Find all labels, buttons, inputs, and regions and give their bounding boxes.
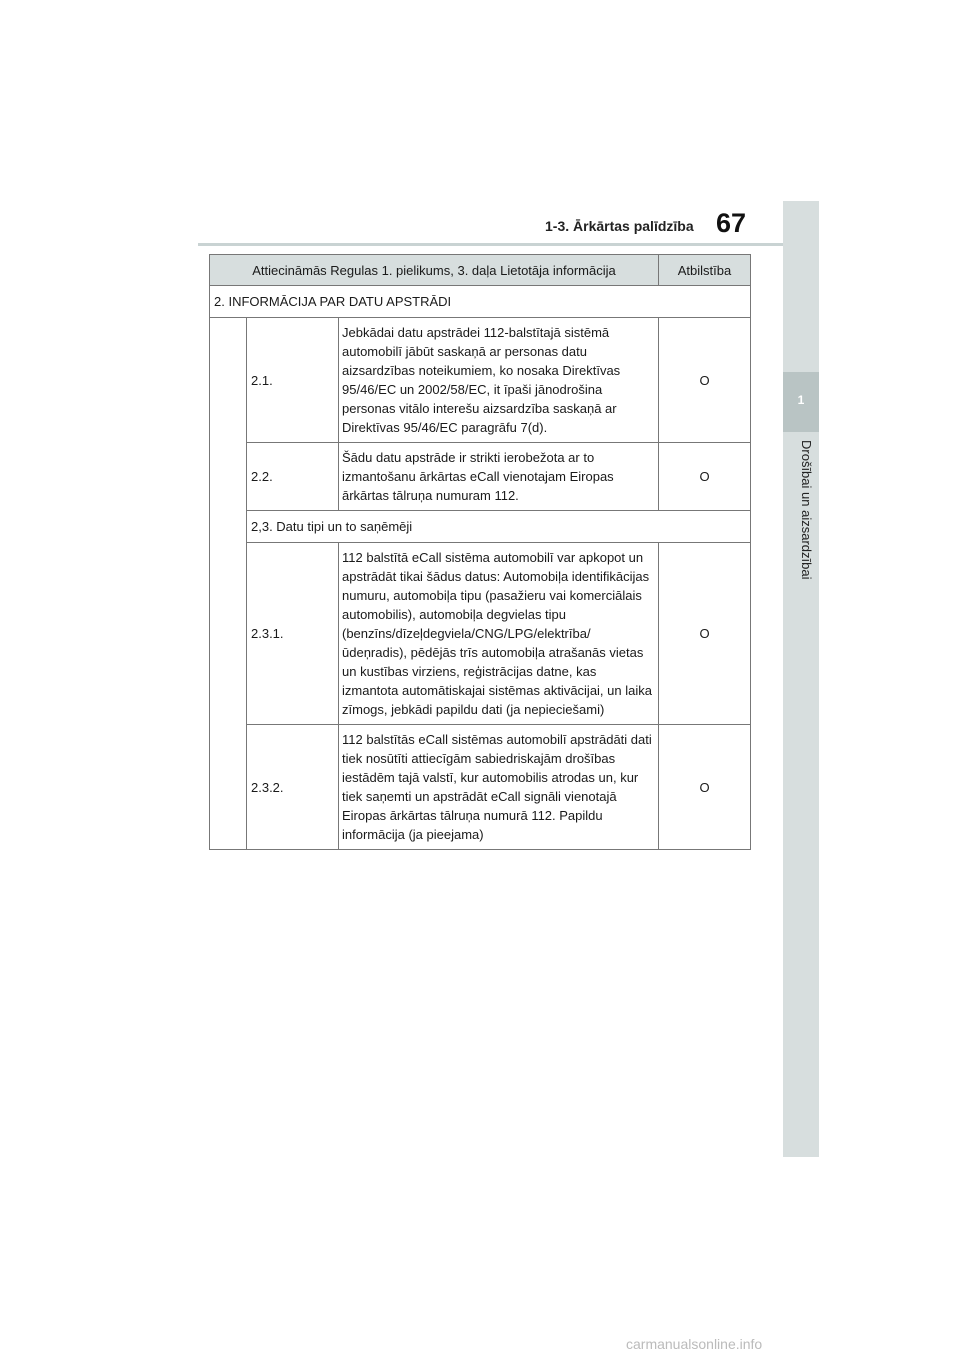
- page-number: 67: [716, 208, 747, 238]
- indent-cell: [210, 318, 247, 850]
- item-description: 112 balstītās eCall sistēmas automobilī apstrādāti dati tiek nosūtīti attiecīgām sabiedriskajām drošības iestādēm tajā valstī, kur automobilis atrodas un, kur tiek saņemti un apstrādāt eCall signāli vienotajā Eiropas ārkārtas tālruņa numurā 112. Papildu informācija (ja pieejama): [339, 725, 659, 850]
- table-row: [210, 318, 751, 443]
- column-header-compliance: Atbilstība: [659, 255, 751, 286]
- table-row: [210, 725, 751, 850]
- header-rule: [198, 243, 783, 246]
- compliance-mark: O: [659, 443, 751, 511]
- item-number: 2.1.: [247, 318, 339, 443]
- chapter-label: Drošībai un aizsardzībai: [799, 440, 814, 580]
- compliance-mark: O: [659, 543, 751, 725]
- section-title: 1-3. Ārkārtas palīdzība: [545, 218, 694, 234]
- item-description: Šādu datu apstrāde ir strikti ierobežota ar to izmantošanu ārkārtas eCall vienotajam Eiropas ārkārtas tālruņa numuram 112.: [339, 443, 659, 511]
- chapter-number: 1: [797, 393, 805, 407]
- table-row: [210, 443, 751, 511]
- section-heading: 2. INFORMĀCIJA PAR DATU APSTRĀDI: [210, 286, 751, 318]
- compliance-mark: O: [659, 318, 751, 443]
- item-description: 112 balstītā eCall sistēma automobilī var apkopot un apstrādāt tikai šādus datus: Automobiļa identifikācijas numuru, automobiļa tipu (pasažieru vai komerciālais automobilis), automobiļa degvielas tipu (benzīns/dīzeļdegviela/CNG/LPG/elektrība/ūdeņradis), pēdējās trīs automobiļa atrašanās vietas un kustības virziens, reģistrācijas datne, kas izmantota automātiskajai sistēmas aktivācijai, un laika zīmogs, jebkādi papildu dati (ja nepieciešami): [339, 543, 659, 725]
- table-header-row: [210, 255, 751, 286]
- item-number: 2.2.: [247, 443, 339, 511]
- item-description: Jebkādai datu apstrādei 112-balstītajā sistēmā automobilī jābūt saskaņā ar personas datu aizsardzības noteikumiem, ko nosaka Direktīvas 95/46/EC un 2002/58/EC, it īpaši jānodrošina personas vitālo interešu aizsardzība saskaņā ar Direktīvas 95/46/EC paragrāfu 7(d).: [339, 318, 659, 443]
- watermark: carmanualsonline.info: [626, 1336, 763, 1352]
- table-row: [210, 543, 751, 725]
- subsection-row: [210, 511, 751, 543]
- compliance-mark: O: [659, 725, 751, 850]
- subsection-heading: 2,3. Datu tipi un to saņēmēji: [247, 511, 751, 543]
- section-row: [210, 286, 751, 318]
- column-header-regulation: Attiecināmās Regulas 1. pielikums, 3. daļa Lietotāja informācija: [210, 255, 659, 286]
- item-number: 2.3.1.: [247, 543, 339, 725]
- item-number: 2.3.2.: [247, 725, 339, 850]
- user-information-table: [209, 254, 751, 850]
